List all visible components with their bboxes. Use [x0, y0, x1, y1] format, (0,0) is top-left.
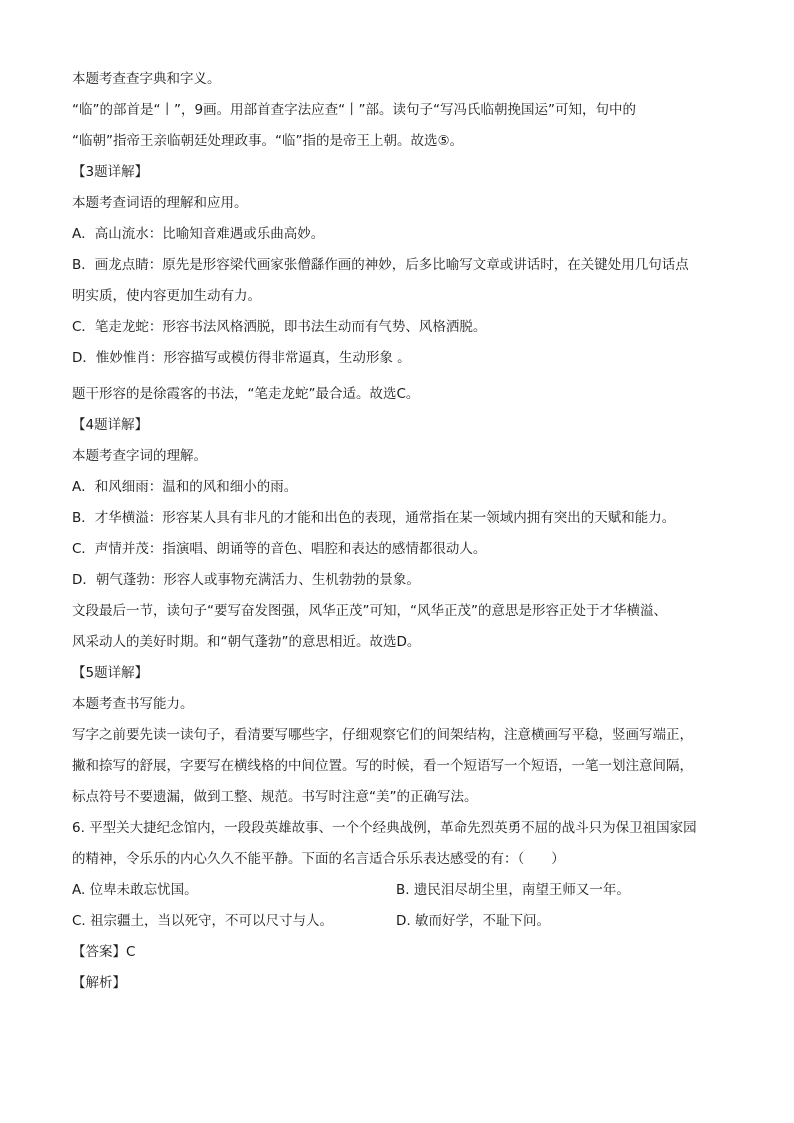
text-line: 本题考查词语的理解和应用。: [72, 195, 248, 211]
option-line: A．高山流水：比喻知音难遇或乐曲高妙。: [72, 226, 325, 242]
text-line: 标点符号不要遗漏，做到工整、规范。书写时注意“美”的正确写法。: [72, 789, 478, 805]
option-line: D．惟妙惟肖：形容描写或模仿得非常逼真，生动形象 。: [72, 350, 411, 366]
option-a: A. 位卑未敢忘忧国。: [72, 882, 198, 898]
answer-label: 【答案】C: [72, 944, 136, 960]
option-d: D. 敏而好学，不耻下问。: [396, 913, 550, 929]
option-line: D．朝气蓬勃：形容人或事物充满活力、生机勃勃的景象。: [72, 572, 420, 588]
document-page: [72, 64, 722, 999]
options-row: [72, 906, 722, 937]
text-line: 本题考查查字典和字义。: [72, 71, 221, 87]
option-line: 明实质，使内容更加生动有力。: [72, 288, 261, 304]
option-line: B．画龙点睛：原先是形容梁代画家张僧繇作画的神妙，后多比喻写文章或讲话时，在关键处用几句话点: [72, 257, 689, 273]
section-heading: 【5题详解】: [72, 665, 149, 681]
option-line: C．笔走龙蛇：形容书法风格洒脱，即书法生动而有气势、风格洒脱。: [72, 319, 487, 335]
option-line: A．和风细雨：温和的风和细小的雨。: [72, 479, 298, 495]
options-row: [72, 875, 722, 906]
text-line: 撇和捺写的舒展，字要写在横线格的中间位置。写的时候，看一个短语写一个短语，一笔一划注意间隔，: [72, 758, 693, 774]
text-line: 风采动人的美好时期。和“朝气蓬勃”的意思相近。故选D。: [72, 634, 421, 650]
analysis-label: 【解析】: [72, 975, 126, 991]
section-heading: 【4题详解】: [72, 417, 149, 433]
option-line: C．声情并茂：指演唱、朗诵等的音色、唱腔和表达的感情都很动人。: [72, 541, 487, 557]
question-stem: 6. 平型关大捷纪念馆内，一段段英雄故事、一个个经典战例，革命先烈英勇不屈的战斗只为保卫祖国家园: [72, 820, 697, 836]
text-line: 题干形容的是徐霞客的书法，“笔走龙蛇”最合适。故选C。: [72, 386, 420, 402]
text-line: 本题考查书写能力。: [72, 696, 194, 712]
section-heading: 【3题详解】: [72, 164, 149, 180]
text-line: “临朝”指帝王亲临朝廷处理政事。“临”指的是帝王上朝。故选⑤。: [72, 133, 464, 149]
text-line: 文段最后一节，读句子“要写奋发图强，风华正茂”可知，“风华正茂”的意思是形容正处于才华横溢、: [72, 603, 667, 619]
text-line: 本题考查字词的理解。: [72, 448, 207, 464]
option-line: B．才华横溢：形容某人具有非凡的才能和出色的表现，通常指在某一领域内拥有突出的天赋和能力。: [72, 510, 676, 526]
text-line: 写字之前要先读一读句子，看清要写哪些字，仔细观察它们的间架结构，注意横画写平稳，竖画写端正，: [72, 727, 693, 743]
text-line: “临”的部首是“丨”，9画。用部首查字法应查“丨”部。读句子“写冯氏临朝挽国运”可知，句中的: [72, 102, 637, 118]
question-stem: 的精神，令乐乐的内心久久不能平静。下面的名言适合乐乐表达感受的有：（ ）: [72, 851, 565, 867]
option-b: B. 遗民泪尽胡尘里，南望王师又一年。: [396, 882, 630, 898]
option-c: C. 祖宗疆土，当以死守，不可以尺寸与人。: [72, 913, 334, 929]
